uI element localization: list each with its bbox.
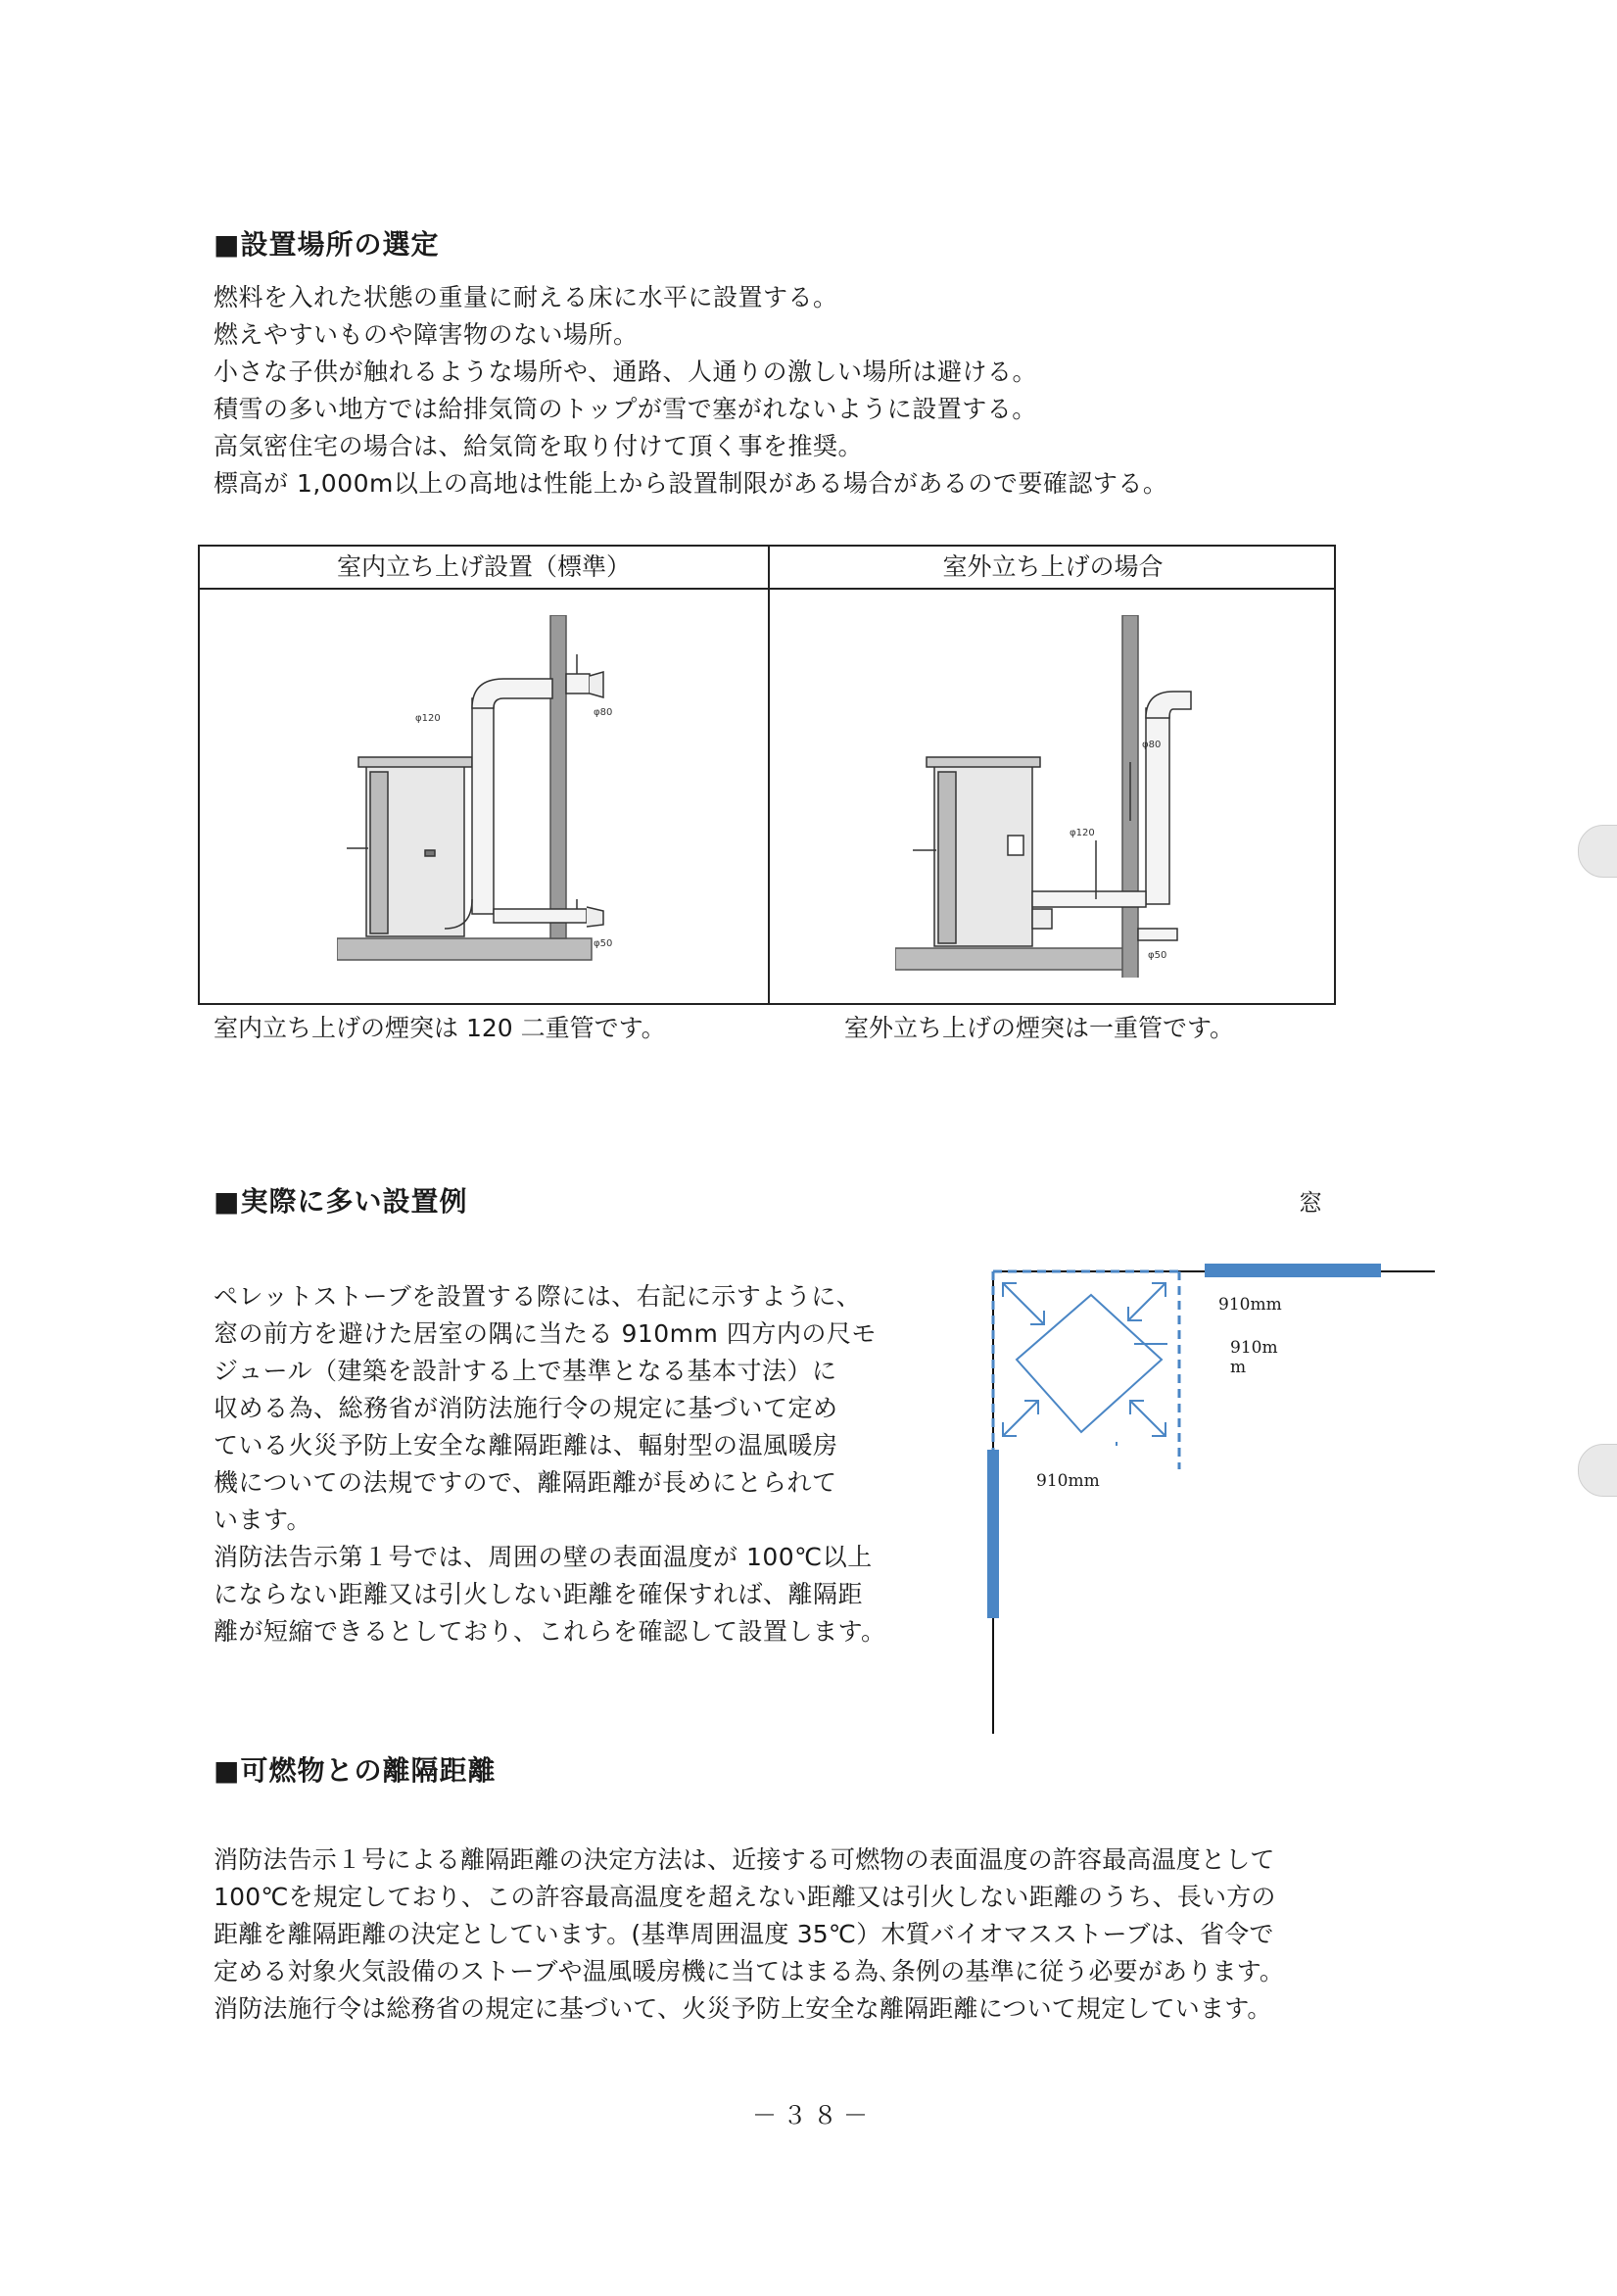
paragraph-line: 収める為、総務省が消防法施行令の規定に基づいて定め	[214, 1394, 838, 1422]
diameter-label-50: φ50	[1148, 950, 1167, 961]
paragraph-line: 高気密住宅の場合は、給気筒を取り付けて頂く事を推奨。	[214, 432, 864, 460]
installation-location-text	[214, 279, 1167, 502]
punch-hole	[1578, 825, 1617, 878]
paragraph-line: 積雪の多い地方では給排気筒のトップが雪で塞がれないように設置する。	[214, 395, 1037, 423]
paragraph-line: 離が短縮できるとしており、これらを確認して設置します。	[214, 1617, 886, 1646]
paragraph-line: ジュール（建築を設計する上で基準となる基本寸法）に	[214, 1357, 837, 1385]
paragraph-line: 燃料を入れた状態の重量に耐える床に水平に設置する。	[214, 283, 838, 311]
dimension-label-right: 910m m	[1230, 1338, 1278, 1377]
diameter-label-80: φ80	[1142, 740, 1162, 750]
paragraph-line: ペレットストーブを設置する際には、右記に示すように、	[214, 1282, 862, 1311]
paragraph-line: 定める対象火気設備のストーブや温風暖房機に当てはまる為､条例の基準に従う必要があります。	[214, 1957, 1285, 1985]
common-installation-text	[214, 1278, 886, 1650]
paragraph-line: にならない距離又は引火しない距離を確保すれば、離隔距	[214, 1580, 864, 1608]
paragraph-line: 消防法告示第１号では、周囲の壁の表面温度が 100℃以上	[214, 1543, 873, 1571]
combustible-clearance-text	[214, 1842, 1284, 2028]
page-number: －３８－	[752, 2101, 875, 2129]
paragraph-line: 窓の前方を避けた居室の隅に当たる 910mm 四方内の尺モ	[214, 1319, 877, 1348]
section-heading-installation-location: ■設置場所の選定	[214, 228, 440, 261]
paragraph-line: 標高が 1,000m以上の高地は性能上から設置制限がある場合があるので要確認する。	[214, 469, 1168, 498]
corner-clearance-diagram	[970, 1244, 1440, 1744]
paragraph-line: 小さな子供が触れるような場所や、通路、人通りの激しい場所は避ける。	[214, 358, 1038, 386]
installation-figure-table	[198, 545, 1336, 1005]
dimension-label-left: 910mm	[1036, 1471, 1100, 1491]
table-divider	[768, 547, 770, 1003]
table-header-divider	[200, 588, 1334, 590]
paragraph-line: 距離を離隔距離の決定としています。(基準周囲温度 35℃）木質バイオマスストーブは、省令で	[214, 1920, 1274, 1948]
section-heading-combustible-clearance: ■可燃物との離隔距離	[214, 1754, 497, 1787]
paragraph-line: 消防法告示１号による離隔距離の決定方法は、近接する可燃物の表面温度の許容最高温度として	[214, 1845, 1275, 1874]
paragraph-line: 燃えやすいものや障害物のない場所。	[214, 320, 639, 349]
punch-hole	[1578, 1444, 1617, 1497]
table-header-outdoor: 室外立ち上げの場合	[942, 552, 1164, 581]
indoor-chimney-figure	[337, 615, 670, 978]
paragraph-line: 100℃を規定しており、この許容最高温度を超えない距離又は引火しない距離のうち、長い方の	[214, 1883, 1276, 1911]
diameter-label-50: φ50	[594, 938, 613, 949]
caption-outdoor: 室外立ち上げの煙突は一重管です。	[844, 1014, 1235, 1042]
caption-indoor: 室内立ち上げの煙突は 120 二重管です。	[214, 1014, 666, 1042]
diameter-label-120: φ120	[1070, 828, 1095, 838]
diameter-label-80: φ80	[594, 707, 613, 718]
paragraph-line: 機についての法規ですので、離隔距離が長めにとられて	[214, 1468, 837, 1497]
section-heading-common-installation: ■実際に多い設置例	[214, 1185, 468, 1218]
window-label: 窓	[1299, 1189, 1322, 1217]
table-header-indoor: 室内立ち上げ設置（標準）	[336, 552, 631, 581]
outdoor-chimney-figure	[895, 615, 1228, 978]
dimension-label-top: 910mm	[1218, 1295, 1282, 1315]
paragraph-line: 消防法施行令は総務省の規定に基づいて、火災予防上安全な離隔距離について規定しています。	[214, 1994, 1272, 2023]
paragraph-line: います。	[214, 1506, 312, 1534]
diameter-label-120: φ120	[415, 713, 441, 724]
paragraph-line: ている火災予防上安全な離隔距離は、輻射型の温風暖房	[214, 1431, 838, 1459]
